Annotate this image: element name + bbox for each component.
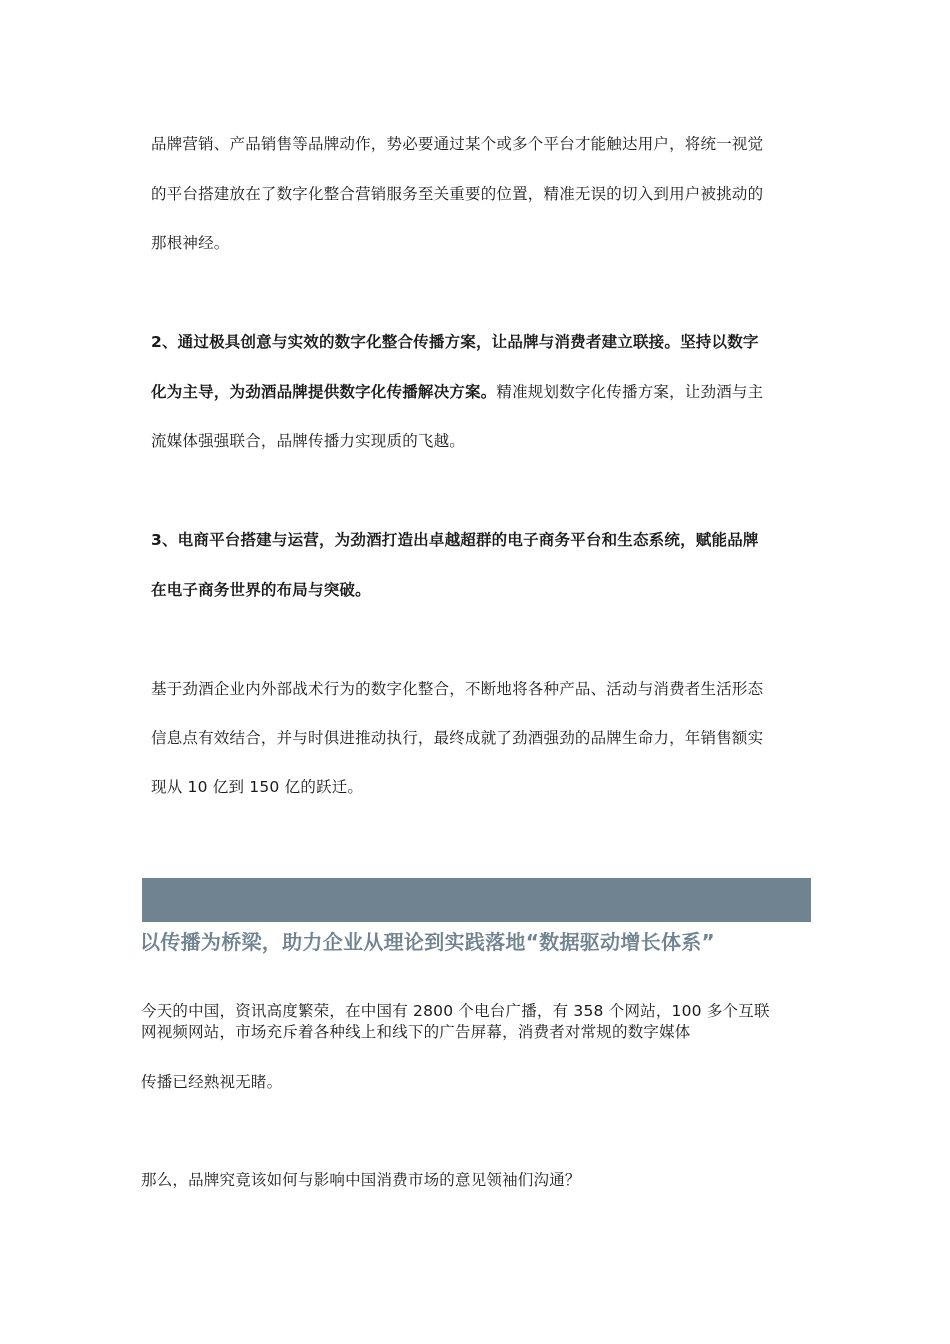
point2-line-3: 流媒体强强联合，品牌传播力实现质的飞越。 <box>151 432 466 450</box>
section-band <box>142 878 811 922</box>
summary-line-3: 现从 10 亿到 150 亿的跃迁。 <box>151 778 364 796</box>
point3-line-1: 3、电商平台搭建与运营，为劲酒打造出卓越超群的电子商务平台和生态系统，赋能品牌 <box>151 531 759 549</box>
body-para1-line-1: 今天的中国，资讯高度繁荣，在中国有 2800 个电台广播，有 358 个网站，100 多个互联 <box>141 1002 770 1020</box>
point2-line-2-bold: 化为主导，为劲酒品牌提供数字化传播解决方案。 <box>151 383 497 401</box>
body-para1-line-2: 网视频网站，市场充斥着各种线上和线下的广告屏幕，消费者对常规的数字媒体 <box>141 1023 691 1041</box>
intro-line-2: 的平台搭建放在了数字化整合营销服务至关重要的位置，精准无误的切入到用户被挑动的 <box>151 185 764 203</box>
intro-line-1: 品牌营销、产品销售等品牌动作，势必要通过某个或多个平台才能触达用户，将统一视觉 <box>151 135 764 153</box>
body-para2: 那么，品牌究竟该如何与影响中国消费市场的意见领袖们沟通？ <box>141 1171 581 1189</box>
summary-line-1: 基于劲酒企业内外部战术行为的数字化整合，不断地将各种产品、活动与消费者生活形态 <box>151 680 764 698</box>
summary-line-2: 信息点有效结合，并与时俱进推动执行，最终成就了劲酒强劲的品牌生命力，年销售额实 <box>151 729 764 747</box>
point2-line-1: 2、通过极具创意与实效的数字化整合传播方案，让品牌与消费者建立联接。坚持以数字 <box>151 333 759 351</box>
point2-line-2 <box>151 382 763 402</box>
intro-line-3: 那根神经。 <box>151 234 230 252</box>
point2-line-2-normal: 精准规划数字化传播方案，让劲酒与主 <box>496 383 764 401</box>
body-para1-tail: 传播已经熟视无睹。 <box>141 1073 283 1091</box>
section-title: 以传播为桥梁，助力企业从理论到实践落地“数据驱动增长体系” <box>140 930 715 954</box>
point3-line-2: 在电子商务世界的布局与突破。 <box>151 581 371 599</box>
